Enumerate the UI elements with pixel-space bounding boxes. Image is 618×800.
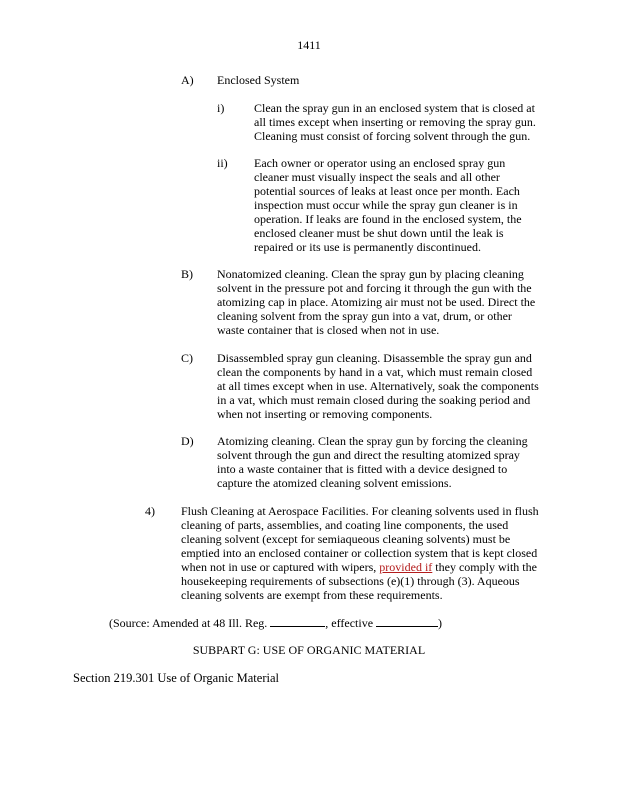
- reg-blank: [270, 615, 325, 627]
- source-suffix: ): [438, 616, 443, 630]
- source-middle: , effective: [325, 616, 377, 630]
- item-a-i-label: i): [217, 101, 225, 115]
- item-a-ii-text: Each owner or operator using an enclosed spray gun cleaner must visually inspect the seals and all other potential sources of leaks at least once per month. Each inspection must occur while the spray gun cleaner is in operation. If leaks are found in the enclosed system, the enclosed cleaner must be shut down until the leak is repaired or its use is permanently discontinued.: [254, 156, 522, 254]
- item-d-label: D): [181, 434, 194, 448]
- item-a-ii-label: ii): [217, 156, 228, 170]
- item-4-inserted-text: provided if: [379, 560, 433, 574]
- section-heading: Section 219.301 Use of Organic Material: [73, 671, 279, 685]
- item-4-text: [181, 504, 545, 602]
- item-c-text: Disassembled spray gun cleaning. Disassemble the spray gun and clean the components by hand in a vat, which must remain closed at all times except when in use. Alternatively, soak the components in a vat, which must remain closed during the soaking period and when not inserting or removing components.: [217, 351, 539, 421]
- item-a-label: A): [181, 73, 194, 87]
- item-4-text-before: Flush Cleaning at Aerospace Facilities. For cleaning solvents used in flush cleaning of parts, assemblies, and coating line components, the used cleaning solvent (except for semiaqueous cleaning solvents) must be emptied into an enclosed container or collection system that is kept closed when not in use or captured with wipers,: [181, 504, 539, 574]
- item-b-label: B): [181, 267, 193, 281]
- subpart-heading: SUBPART G: USE OF ORGANIC MATERIAL: [192, 643, 426, 657]
- item-a-i-text: Clean the spray gun in an enclosed system that is closed at all times except when inserting or removing the spray gun. Cleaning must consist of forcing solvent through the gun.: [254, 101, 536, 143]
- item-4-text-after: they comply with the housekeeping requirements of subsections (e)(1) through (3). Aqueous cleaning solvents are exempt from these requirements.: [181, 560, 537, 602]
- source-prefix: (Source: Amended at 48 Ill. Reg.: [109, 616, 271, 630]
- item-4-label: 4): [145, 504, 155, 518]
- item-d-text: Atomizing cleaning. Clean the spray gun by forcing the cleaning solvent through the gun and direct the resulting atomized spray into a waste container that is fitted with a device designed to capture the atomized cleaning solvent emissions.: [217, 434, 528, 490]
- page-number: 1411: [297, 38, 321, 52]
- effective-date-blank: [376, 615, 438, 627]
- item-b-text: Nonatomized cleaning. Clean the spray gun by placing cleaning solvent in the pressure pot and forcing it through the gun with the atomizing cap in place. Atomizing air must not be used. Direct the cleaning solvent from the spray gun into a vat, drum, or other waste container that is closed when not in use.: [217, 267, 536, 337]
- item-a-title: Enclosed System: [217, 73, 300, 87]
- source-note: [109, 615, 442, 630]
- item-c-label: C): [181, 351, 193, 365]
